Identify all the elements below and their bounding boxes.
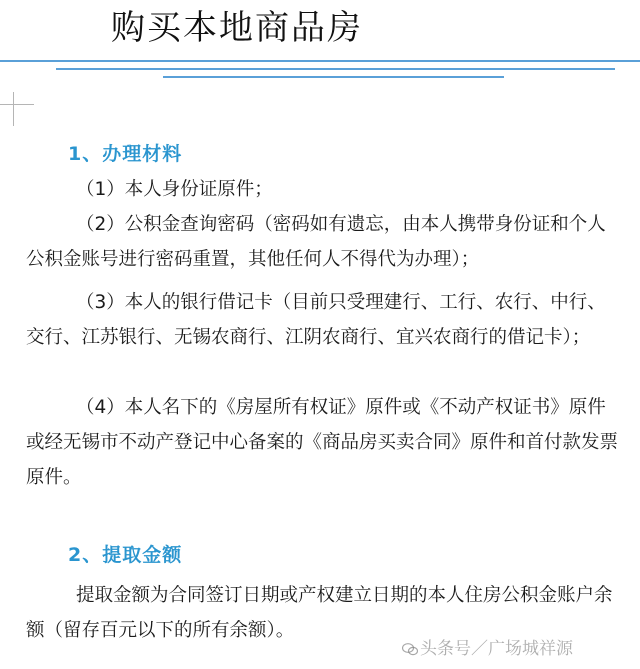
chat-bubble-icon <box>402 643 418 656</box>
material-item-4: （4）本人名下的《房屋所有权证》原件或《不动产权证书》原件或经无锡市不动产登记中心备案的《商品房买卖合同》原件和首付款发票原件。 <box>26 397 619 488</box>
watermark-text: 头条号／广场城祥源 <box>420 639 573 659</box>
title-rule-short <box>163 76 504 78</box>
title-rule-long <box>0 60 640 62</box>
material-item-1: （1）本人身份证原件； <box>76 179 273 200</box>
watermark <box>402 634 573 659</box>
material-item-3: （3）本人的银行借记卡（目前只受理建行、工行、农行、中行、交行、江苏银行、无锡农商行、江阴农商行、宜兴农商行的借记卡）； <box>26 292 606 348</box>
amount-description: 提取金额为合同签订日期或产权建立日期的本人住房公积金账户余额（留存百元以下的所有余额）。 <box>26 585 613 641</box>
crop-mark-horizontal <box>0 104 34 105</box>
title-rule-mid <box>56 68 615 70</box>
material-item-2: （2）公积金查询密码（密码如有遗忘，由本人携带身份证和个人公积金账号进行密码重置，其他任何人不得代为办理）； <box>26 214 606 270</box>
section-heading-materials: 1、办理材料 <box>68 143 183 165</box>
crop-mark-vertical <box>13 92 14 126</box>
section-heading-amount: 2、提取金额 <box>68 544 183 566</box>
page-title: 购买本地商品房 <box>111 8 363 48</box>
